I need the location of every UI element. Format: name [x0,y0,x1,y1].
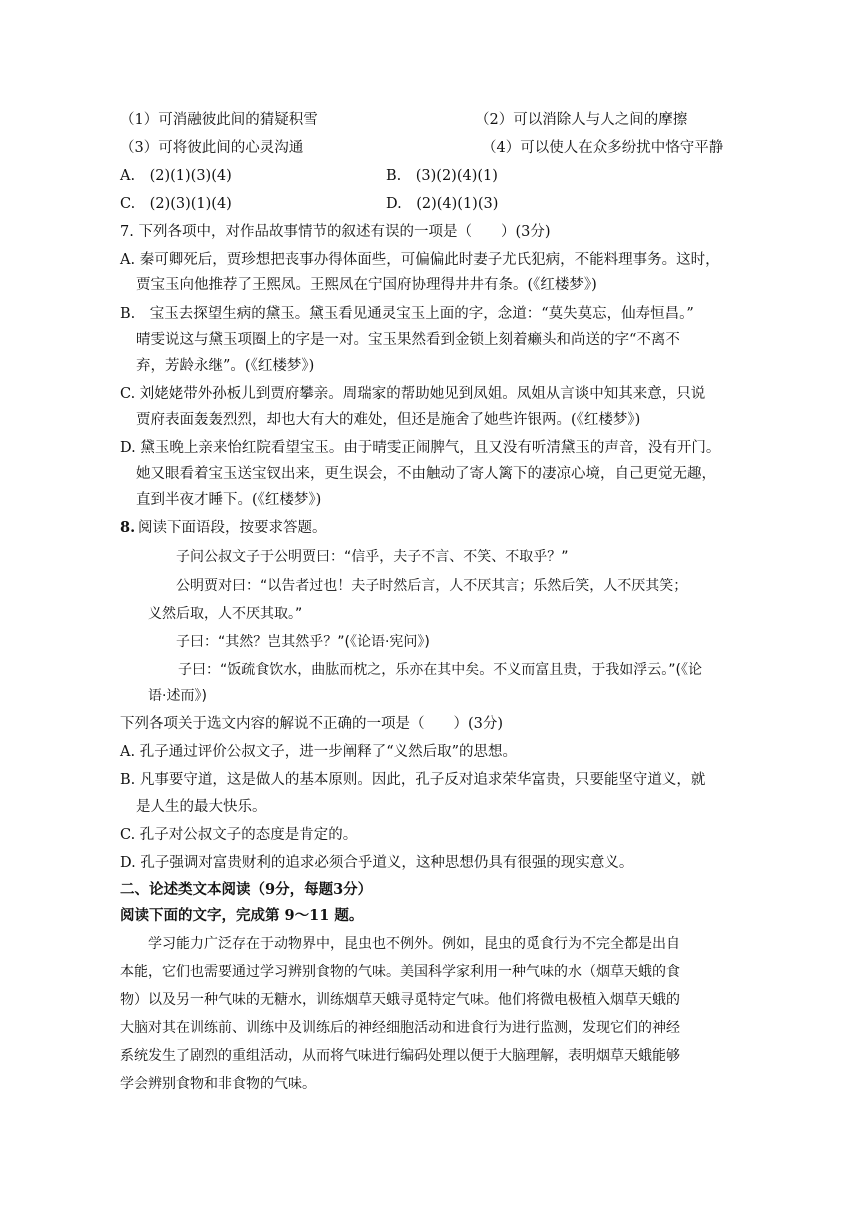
q8-passage-4a: 子曰：“饭疏食饮水，曲肱而枕之，乐亦在其中矣。不义而富且贵，于我如浮云。”(《论 [178,662,702,678]
q8-stem: 阅读下面语段，按要求答题。 [138,520,327,536]
q6-option-d: D. (2)(4)(1)(3) [386,196,499,212]
q8-option-d: D. 孔子强调对富贵财利的追求必须合乎道义，这种思想仍具有很强的现实意义。 [120,855,634,871]
q6-option-c: C. (2)(3)(1)(4) [120,196,232,212]
q6-statement-4: （4）可以使人在众多纷扰中恪守平静 [482,140,724,156]
q8-passage-2b: 义然后取，人不厌其取。” [148,606,303,622]
q7-option-c-line1: C. 刘姥姥带外孙板儿到贾府攀亲。周瑞家的帮助她见到凤姐。凤姐从言谈中知其来意，只说 [120,386,706,402]
q7-option-a-line2: 贾宝玉向他推荐了王熙凤。王熙凤在宁国府协理得井井有条。(《红楼梦》) [136,277,597,293]
section-2-instruction: 阅读下面的文字，完成第 9～11 题。 [120,907,364,924]
passage-line-1: 学习能力广泛存在于动物界中，昆虫也不例外。例如，昆虫的觅食行为不完全都是出自 [148,936,680,952]
q7-option-b-line3: 弃，芳龄永继”。(《红楼梦》) [136,358,315,374]
q8-option-c: C. 孔子对公叔文子的态度是肯定的。 [120,827,358,843]
passage-line-2: 本能，它们也需要通过学习辨别食物的气味。美国科学家利用一种气味的水（烟草天蛾的食 [120,964,680,980]
q7-option-a-line1: A. 秦可卿死后，贾珍想把丧事办得体面些，可偏偏此时妻子尤氏犯病，不能料理事务。这时， [120,252,720,268]
q7-option-b-line1: B. 宝玉去探望生病的黛玉。黛玉看见通灵宝玉上面的字，念道：“莫失莫忘，仙寿恒昌。” [120,306,694,322]
section-2-title: 二、论述类文本阅读（9分，每题3分） [120,881,373,898]
q8-passage-4b: 语·述而》) [148,688,207,704]
q7-stem: 7. 下列各项中，对作品故事情节的叙述有误的一项是（ ）(3分) [120,224,551,240]
q6-option-b: B. (3)(2)(4)(1) [386,168,498,184]
passage-line-6: 学会辨别食物和非食物的气味。 [120,1076,316,1092]
q6-statement-2: （2）可以消除人与人之间的摩擦 [475,112,688,128]
passage-line-3: 物）以及另一种气味的无糖水，训练烟草天蛾寻觅特定气味。他们将微电极植入烟草天蛾的 [120,992,680,1008]
q8-option-b-line1: B. 凡事要守道，这是做人的基本原则。因此，孔子反对追求荣华富贵，只要能坚守道义，就 [120,772,706,788]
q8-passage-1: 子问公叔文子于公明贾曰：“信乎，夫子不言、不笑、不取乎？” [176,549,569,565]
q8-question: 下列各项关于选文内容的解说不正确的一项是（ ）(3分) [120,716,504,732]
q8-passage-2a: 公明贾对曰：“以告者过也！夫子时然后言，人不厌其言；乐然后笑，人不厌其笑； [176,578,688,594]
passage-line-4: 大脑对其在训练前、训练中及训练后的神经细胞活动和进食行为进行监测，发现它们的神经 [120,1020,680,1036]
q6-statement-3: （3）可将彼此间的心灵沟通 [120,140,304,156]
q7-option-c-line2: 贾府表面轰轰烈烈，却也大有大的难处，但还是施舍了她些许银两。(《红楼梦》) [136,412,641,428]
q7-option-b-line2: 晴雯说这与黛玉项圈上的字是一对。宝玉果然看到金锁上刻着癞头和尚送的字“不离不 [136,332,680,348]
q7-option-d-line2: 她又眼看着宝玉送宝钗出来，更生误会，不由触动了寄人篱下的凄凉心境，自己更觉无趣， [136,466,716,482]
q8-number: 8. [120,519,136,536]
passage-line-5: 系统发生了剧烈的重组活动，从而将气味进行编码处理以便于大脑理解，表明烟草天蛾能够 [120,1048,680,1064]
q7-option-d-line1: D. 黛玉晚上亲来怡红院看望宝玉。由于晴雯正闹脾气，且又没有听清黛玉的声音，没有开门。 [120,440,721,456]
q8-option-a: A. 孔子通过评价公叔文子，进一步阐释了“义然后取”的思想。 [120,744,518,760]
q8-option-b-line2: 是人生的最大快乐。 [136,799,267,815]
q7-option-d-line3: 直到半夜才睡下。(《红楼梦》) [136,492,322,508]
q8-passage-3: 子曰：“其然？岂其然乎？”(《论语·宪问》) [176,634,430,650]
q6-statement-1: （1）可消融彼此间的猜疑积雪 [120,112,318,128]
q6-option-a: A. (2)(1)(3)(4) [120,168,232,184]
